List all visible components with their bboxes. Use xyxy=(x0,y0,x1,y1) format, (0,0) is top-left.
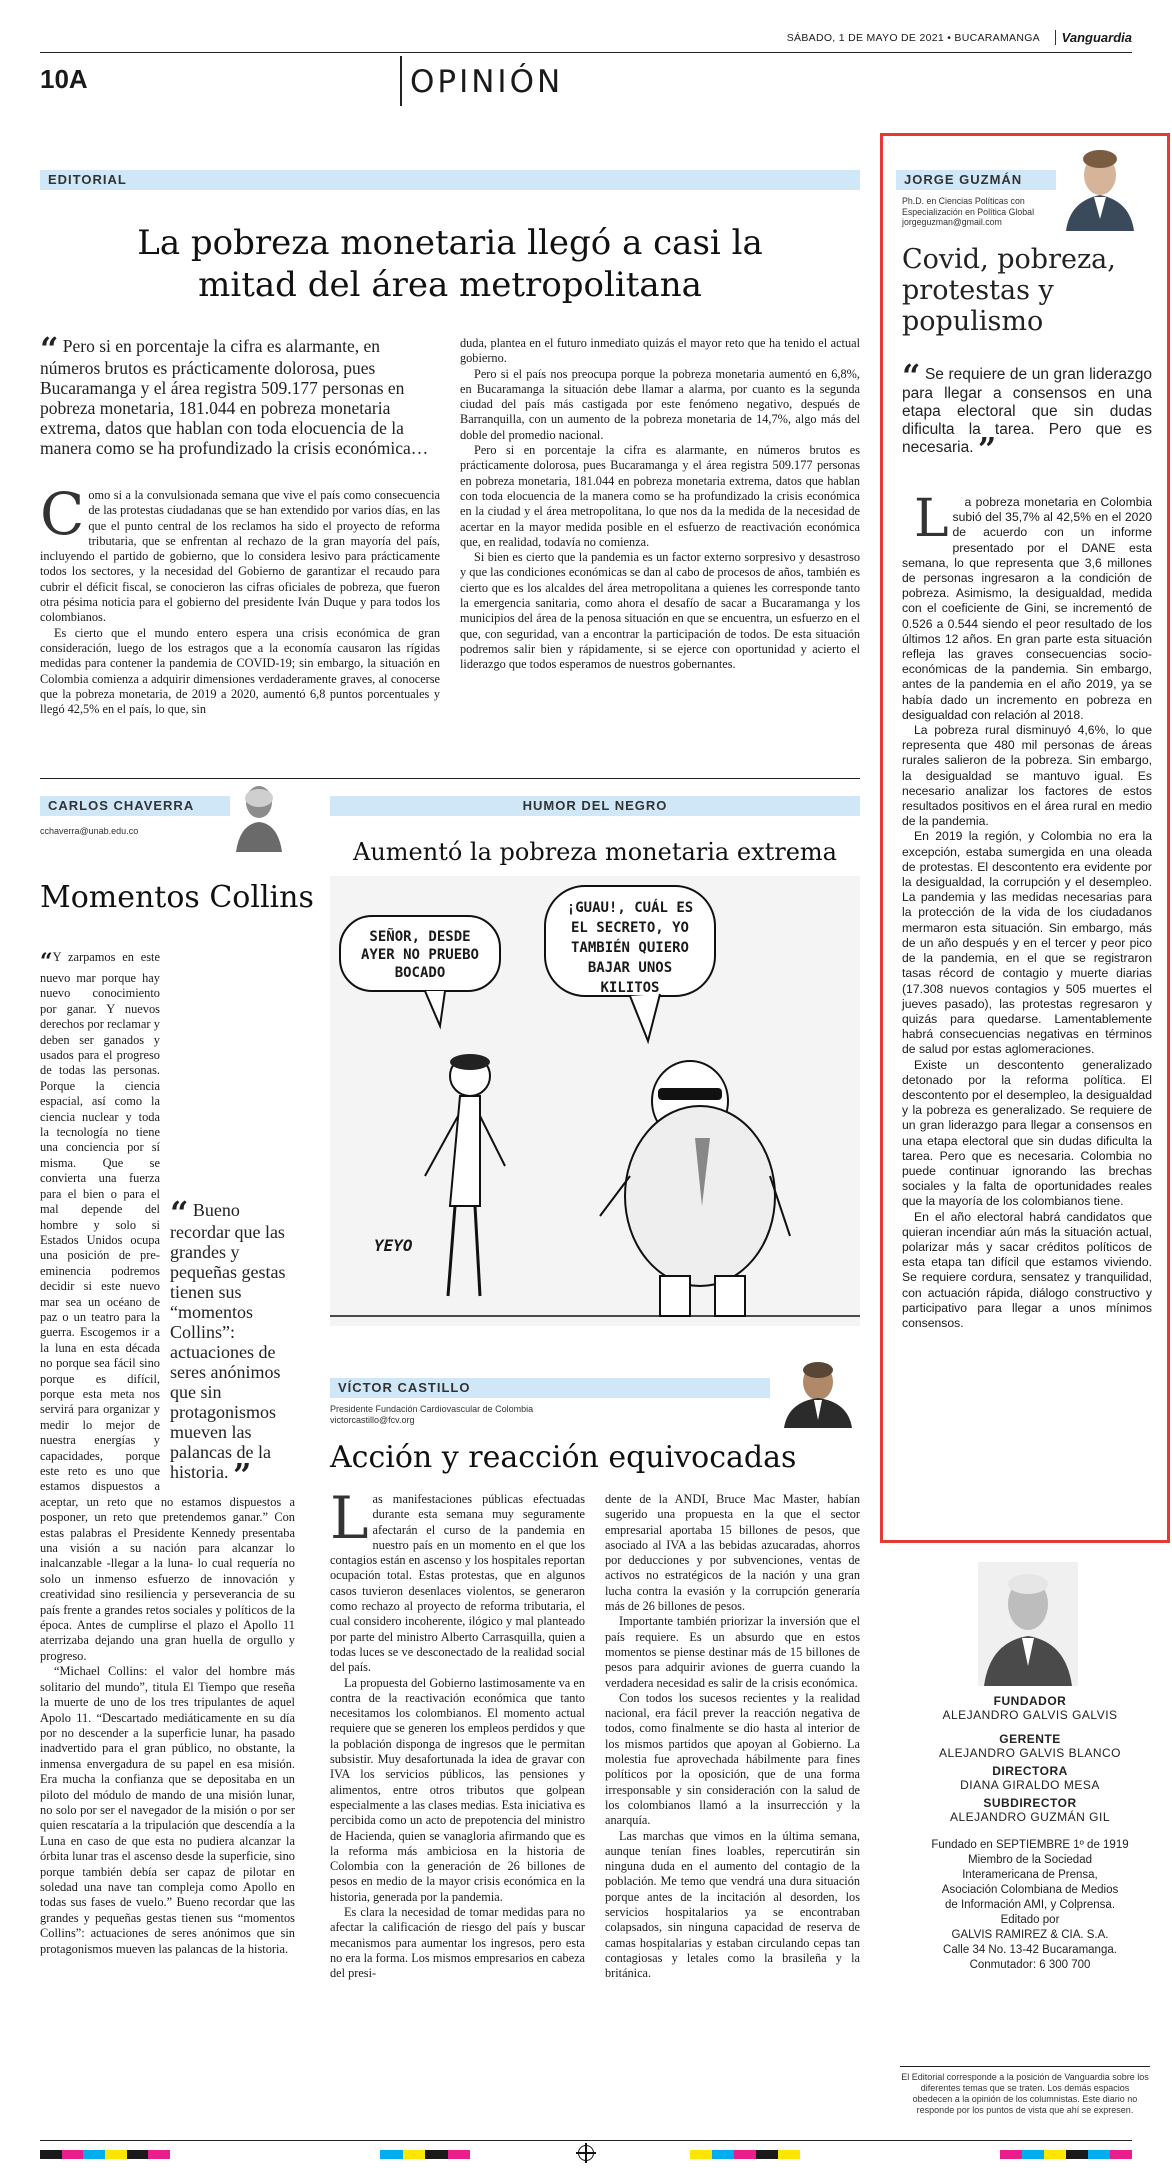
cartoon-bubble-right: ¡GUAU!, CUÁL ES EL SECRETO, YO TAMBIÉN QUIERO BAJAR UNOS KILITOS xyxy=(566,900,694,996)
guzman-photo xyxy=(1060,145,1140,231)
editorial-pullquote xyxy=(40,330,440,458)
guzman-p4: Existe un descontento generalizado detonado por la reforma política. El descontento por el desempleo, la desigualdad y la pobreza es generalizado. Se requiere de un gran liderazgo para llegar a consensos en una etapa electoral que sin dudas dificulta la tarea. Pero que es necesaria. Colombia no puede continuar ignorando las brechas sociales y la falta de oportunidades reales que la mayoría de los colombianos tiene. xyxy=(902,1057,1152,1209)
chaverra-pullquote xyxy=(170,1194,295,1494)
director-name: DIANA GIRALDO MESA xyxy=(960,1778,1100,1792)
brand-logo: Vanguardia xyxy=(1055,30,1132,45)
guzman-email: jorgeguzman@gmail.com xyxy=(902,217,1002,227)
chaverra-photo xyxy=(232,780,286,852)
castillo-role: Presidente Fundación Cardiovascular de Colombia xyxy=(330,1404,534,1414)
editorial-col2-p4: Si bien es cierto que la pandemia es un factor externo sorpresivo y desastroso y que las condiciones económicas se dan al cabo de procesos de años, también es cierto que es los alcaldes del área metropolitana a quienes les corresponde tanto la emergencia sanitaria, como ahora el desafío de sacar a Bucaramanga y los municipios del área de la penosa situación en que se encuentra, un esfuerzo en el que, con seguridad, van a encontrar la participación de todos. De esta situación podremos salir bien y rápidamente, si se ejerce con oportunidad y acierto el liderazgo que todos esperamos de nuestros gobernantes. xyxy=(460,550,860,672)
open-quote-icon: “ xyxy=(170,1194,189,1232)
disclaimer-rule xyxy=(900,2066,1150,2067)
header-rule xyxy=(40,52,1132,53)
masthead-info-line: Miembro de la Sociedad xyxy=(967,1854,1092,1866)
guzman-meta-line1: Ph.D. en Ciencias Políticas con xyxy=(902,196,1025,206)
masthead-info-line: Editado por xyxy=(1000,1914,1060,1926)
guzman-dropcap: L xyxy=(914,489,949,549)
guzman-p1: a pobreza monetaria en Colombia subió del 35,7% al 42,5% en el 2020 de acuerdo con un informe presentado por el DANE esta semana, lo que representa que 3,6 millones de personas ingresaron a la condición de pobreza. Asimismo, la desigualdad, medida con el coeficiente de Gini, se incrementó de 0.526 a 0.544 siendo el peor resultado de los últimos 12 años. En gran parte esta situación refleja las graves consecuencias socio-económicas de la pandemia. Sin embargo, antes de la pandemia en el año 2019, ya se había dado un incremento en pobreza en desigualdad con relación al 2018. xyxy=(902,495,1152,722)
guzman-p2: La pobreza rural disminuyó 4,6%, lo que representa que 480 mil personas de áreas rurales salieron de la pobreza. Sin embargo, la desigualdad se mantuvo igual. Es necesario analizar los factores de estos resultados positivos en el área rural en medio de la pandemia. xyxy=(902,723,1152,829)
castillo-photo xyxy=(776,1358,860,1428)
editorial-dropcap: C xyxy=(40,480,85,548)
footer-rule xyxy=(40,2140,1132,2141)
castillo-tag: VÍCTOR CASTILLO xyxy=(330,1378,770,1398)
opening-quote-icon: “ xyxy=(40,949,53,975)
guzman-meta-line2: Especialización en Política Global xyxy=(902,206,1035,217)
cartoon-bubble-left: SEÑOR, DESDE AYER NO PRUEBO BOCADO xyxy=(360,929,479,981)
castillo-col2-p2: Importante también priorizar la inversión que el país requiere. Es un absurdo que en estos momentos se piense destinar más de 15 billones de pesos para adquirir aviones de guerra cuando la verdadera necesidad es salir de la crisis económica. xyxy=(605,1614,860,1690)
registration-bar-left xyxy=(40,2150,170,2159)
cartoon-tag: HUMOR DEL NEGRO xyxy=(330,796,860,816)
masthead-info-line: Asociación Colombiana de Medios xyxy=(941,1884,1119,1896)
masthead-info-line: Conmutador: 6 300 700 xyxy=(969,1959,1091,1971)
manager-title: GERENTE xyxy=(999,1732,1061,1746)
manager-name: ALEJANDRO GALVIS BLANCO xyxy=(939,1746,1121,1760)
registration-bar-mid-left xyxy=(380,2150,470,2159)
director-title: DIRECTORA xyxy=(992,1764,1068,1778)
dateline: SÁBADO, 1 DE MAYO DE 2021 • BUCARAMANGA xyxy=(786,32,1040,44)
editorial-col1 xyxy=(40,480,440,717)
castillo-email: victorcastillo@fcv.org xyxy=(330,1415,415,1425)
section-divider xyxy=(400,56,402,106)
dateline-bar xyxy=(786,30,1132,46)
editorial-col1-p1: omo si a la convulsionada semana que vive el país como consecuencia de las protestas ciudadanas que se han extendido por varios días, en las que el punto central de los reclamos ha sido el proyecto de reforma tributaria, que se enfrentan al rechazo de la gran mayoría del país, incluyendo el partido de gobierno, que lo considera lesivo para prácticamente todos los sectores, y la necesidad del Gobierno de garantizar el recaudo para cubrir el déficit fiscal, se conocieron las cifras oficiales de pobreza, que fueron otra pésima noticia para el gobierno del presidente Iván Duque y para todos los colombianos. xyxy=(40,488,440,625)
disclaimer: El Editorial corresponde a la posición de Vanguardia sobre los diferentes temas que se traten. Los demás espacios obedecen a la opinión de los columnistas. Este diario no responde por los puntos de vista que ahí se expresen. xyxy=(901,2072,1149,2115)
masthead-info-line: GALVIS RAMIREZ & CIA. S.A. xyxy=(951,1929,1109,1941)
castillo-dropcap: L xyxy=(330,1484,369,1552)
castillo-col1-p2: La propuesta del Gobierno lastimosamente va en contra de la reactivación económica que tanto necesitamos los colombianos. El momento actual requiere que se generen los empleos perdidos y que la población disponga de ingresos que le permitan subsistir. Muy desafortunada la idea de gravar con IVA los servicios públicos, las pensiones y alimentos, entre otros tributos que golpean especialmente a las clases medias. Esta iniciativa es percibida como un acto de prepotencia del ministro de Hacienda, quien se vanagloria afirmando que es la reforma más ambiciosa en la historia de Colombia con la generación de 26 billones de pesos en medio de la mayor crisis económica en la historia, generada por la pandemia. xyxy=(330,1675,585,1904)
open-quote-icon: “ xyxy=(40,330,59,368)
chaverra-tag: CARLOS CHAVERRA xyxy=(40,796,230,816)
guzman-p3: En 2019 la región, y Colombia no era la excepción, estaba sumergida en una oleada de protestas. El descontento era evidente por la desigualdad, la corrupción y el desempleo. La pandemia y las medidas necesarias para la protección de la vida de los ciudadanos mermaron esta situación. Sin embargo, más de un año después y en el tercer y peor pico de la pandemia, en el que se registraron tasas récord de contagio y muerte diarias (17.308 nuevos contagios y 505 muertes el jueves pasado), las protestas regresaron y quizás para quedarse. Lamentablemente habrá consecuencias negativas en términos de salud por estas aglomeraciones. xyxy=(902,829,1152,1057)
chaverra-headline: Momentos Collins xyxy=(40,880,314,915)
castillo-col1 xyxy=(330,1484,585,1982)
registration-target-icon xyxy=(578,2145,594,2161)
registration-bar-right xyxy=(1000,2150,1132,2159)
guzman-pullquote xyxy=(902,357,1152,468)
chaverra-p2: “Michael Collins: el valor del hombre más solitario del mundo”, titula El Tiempo que reseña la muerte de uno de los tres tripulantes de aquel Apolo 11. “Descartado mediáticamente en su día por no descender a la superficie lunar, ha pasado inadvertido para el gran público, no obstante, la inmensa envergadura de su papel en esa misión. Era mucha la confianza que se depositaba en un piloto del módulo de mando de una misión lunar, no solo por ser el navegador de la misión o por ser quien rescataría a la tripulación que descendía a la Luna en caso de que esta no pudiera alcanzar la órbita lunar tras el ascenso desde la superficie, sino porque también debía ser capaz de pilotar en soledad una nave tan compleja como Apollo en todas sus fases de vuelo.” Bueno recordar que las grandes y pequeñas gestas tienen sus “momentos Collins”: actuaciones de seres anónimos que sin protagonismos mueven las palancas de la historia. xyxy=(40,1664,295,1956)
masthead-info xyxy=(900,1838,1160,1973)
masthead-info-line: Fundado en SEPTIEMBRE 1º de 1919 xyxy=(931,1839,1129,1851)
registration-bar-mid-right xyxy=(690,2150,800,2159)
editorial-bottom-rule xyxy=(40,778,860,779)
castillo-headline: Acción y reacción equivocadas xyxy=(330,1440,797,1475)
chaverra-email: cchaverra@unab.edu.co xyxy=(40,826,139,836)
masthead xyxy=(900,1690,1160,1973)
masthead-info-line: Interamericana de Prensa, xyxy=(962,1869,1098,1881)
castillo-col2-p4: Las marchas que vimos en la última semana, aunque tenían fines loables, repercutirán sin ninguna duda en el aumento del contagio de la población. Me temo que vendrá una dura situación porque antes de la incitación al desorden, los servicios hospitalarios ya se encontraban colapsados, sin ninguna capacidad de reserva de camas hospitalarias y estaban circulando cepas tan contagiosas y letales como la brasileña y la británica. xyxy=(605,1828,860,1981)
subdirector-title: SUBDIRECTOR xyxy=(983,1796,1077,1810)
chaverra-pullquote-text: Bueno recordar que las grandes y pequeñas gestas tienen sus “momentos Collins”: actuaciones de seres anónimos que sin protagonismos mueven las palancas de la historia. xyxy=(170,1200,286,1482)
close-quote-icon: ” xyxy=(977,430,997,468)
open-quote-icon: “ xyxy=(902,357,921,395)
guzman-body xyxy=(902,489,1152,1331)
editorial-pullquote-text: Pero si en porcentaje la cifra es alarmante, en números brutos es prácticamente dolorosa, pues Bucaramanga y el área registra 509.177 personas en pobreza monetaria, 181.044 en pobreza monetaria extrema, datos que hablan con toda elocuencia de la manera como se ha profundizado la crisis económica… xyxy=(40,336,429,458)
guzman-p5: En el año electoral habrá candidatos que quieran incendiar aún más la situación actual, polarizar más y sacar créditos políticos de esta etapa tan difícil que estamos viviendo. Se requiere cordura, sensatez y tranquilidad, con actuación rápida, diálogo constructivo y participativo para llegar a unos mínimos consensos. xyxy=(902,1209,1152,1330)
founder-title: FUNDADOR xyxy=(993,1694,1067,1708)
chaverra-body xyxy=(40,950,295,1957)
castillo-col2 xyxy=(605,1492,860,1982)
founder-portrait xyxy=(978,1562,1078,1686)
castillo-col1-p3: Es clara la necesidad de tomar medidas para no afectar la calificación de riesgo del país y buscar mecanismos para aumentar los ingresos, pero esta no era la forma. Los mismos empresarios en cabeza del presi- xyxy=(330,1905,585,1981)
guzman-tag: JORGE GUZMÁN xyxy=(896,170,1056,190)
castillo-col2-p3: Con todos los sucesos recientes y la realidad nacional, era fácil prever la reacción negativa de todos, como finalmente se dio hasta al interior de los mismos partidos que apoyan al Gobierno. La molestia fue aprovechada hábilmente para fines políticos por la oposición, que de una forma irresponsable y sin consideración con la salud de los colombianos llamó a la insurrección y la anarquía. xyxy=(605,1690,860,1828)
guzman-pullquote-text: Se requiere de un gran liderazgo para llegar a consensos en una etapa electoral que sin dudas dificulta la tarea. Pero que es necesaria. xyxy=(902,366,1152,456)
cartoon-illustration xyxy=(330,876,860,1326)
castillo-col2-p1: dente de la ANDI, Bruce Mac Master, habían sugerido una propuesta en la que el sector empresarial aportaba 15 billones de pesos, que asociado al IVA a las bebidas azucaradas, ahorros por deducciones y por subvenciones, ventas de activos no estratégicos de la nación y una gran lucha contra la evasión y la corrupción generaría más de 26 billones de pesos. xyxy=(605,1492,860,1614)
editorial-col2-p2: Pero si el país nos preocupa porque la pobreza monetaria aumentó en 6,8%, en Bucaramanga la situación debe llamar a alarma, por cuanto es la segunda ciudad del país más castigada por este fenómeno negativo, después de Barranquilla, con un aumento de la pobreza monetaria de 14,7%, algo más del doble del promedio nacional. xyxy=(460,366,860,442)
subdirector-name: ALEJANDRO GUZMÁN GIL xyxy=(949,1810,1111,1824)
guzman-meta xyxy=(902,196,1062,228)
editorial-col1-p2: Es cierto que el mundo entero espera una crisis económica de gran consideración, luego de los estragos que a la economía causaron las rígidas medidas para contener la pandemia de COVID-19; sin embargo, la situación en Colombia comienza a adquirir dimensiones verdaderamente graves, al conocerse que la pobreza monetaria, de 2019 a 2020, aumentó 6,8 puntos porcentuales y llegó 42,5% en el país, lo que, sin xyxy=(40,625,440,717)
page-number: 10A xyxy=(40,64,88,94)
editorial-col2-p3: Pero si en porcentaje la cifra es alarmante, en números brutos es prácticamente dolorosa, pues Bucaramanga y el área registra 509.177 personas en pobreza monetaria, 181.044 en pobreza monetaria extrema, datos que hablan con toda elocuencia de la manera como se ha profundizado la crisis económica en la ciudad y el área metropolitana, lo que nos da la medida de la necesidad de acertar en la mayor medida posible en el esfuerzo de reactivación económica que, en realidad, todavía no comienza. xyxy=(460,443,860,549)
editorial-col2 xyxy=(460,336,860,673)
chaverra-p1: Y zarpamos en este nuevo mar porque hay nuevo conocimiento por ganar. Y nuevos derechos por reclamar y deben ser ganados y usados para el progreso de todas las personas. Porque la ciencia espacial, así como la ciencia nuclear y toda la tecnología no tiene una conciencia por sí misma. Que se convierta una fuerza para el bien o para el mal depende del hombre y solo si Estados Unidos ocupa una posición de pre-eminencia podremos decidir si este nuevo mar sea un océano de paz o un teatro para la guerra. Escogemos ir a la luna en esta década no porque sea fácil sino porque es difícil, porque esta meta nos servirá para organizar y medir lo mejor de nuestra energías y capacidades, porque este reto es uno que estamos dispuestos a aceptar, un reto que no estamos dispuestos a posponer, un reto que pretendemos ganar.” Con estas palabras el Presidente Kennedy presentaba una visión a su nación para alcanzar lo inalcanzable -llegar a la luna- lo cual requería no solo un inmenso esfuerzo de innovación y creatividad sino resiliencia y perseverancia de su país frente a grandes retos sociales y políticos de la época. Antes de cumplirse el plazo el Apollo 11 aterrizaba dejando una gran huella de orgullo y progreso. xyxy=(40,950,295,1663)
editorial-headline: La pobreza monetaria llegó a casi la mitad del área metropolitana xyxy=(137,223,763,305)
masthead-info-line: Calle 34 No. 13-42 Bucaramanga. xyxy=(943,1944,1117,1956)
cartoon-headline: Aumentó la pobreza monetaria extrema xyxy=(352,838,837,866)
masthead-info-line: de Información AMI, y Colprensa. xyxy=(944,1899,1116,1911)
founder-name: ALEJANDRO GALVIS GALVIS xyxy=(942,1708,1118,1722)
guzman-headline: Covid, pobreza, protestas y populismo xyxy=(902,244,1116,337)
castillo-col1-p1: as manifestaciones públicas efectuadas durante esta semana muy seguramente afectarán el curso de la pandemia en nuestro país en un momento en el que los contagios están en ascenso y los hospitales reportan ocupación total. Estas protestas, que en algunos casos tuvieron desenlaces violentos, se generaron como rechazo al proyecto de reforma tributaria, el cual considero incoherente, ilógico y mal planteado por parte del ministro Alberto Carrasquilla, quien a todas luces se ve desconectado de la realidad social del país. xyxy=(330,1492,585,1675)
editorial-tag: EDITORIAL xyxy=(40,170,860,190)
section-title: OPINIÓN xyxy=(410,64,564,100)
close-quote-icon: ” xyxy=(233,1456,252,1494)
editorial-col2-p1: duda, plantea en el futuro inmediato quizás el mayor reto que ha tenido el actual gobierno. xyxy=(460,336,860,366)
cartoon-signature: YEYO xyxy=(374,1236,413,1255)
